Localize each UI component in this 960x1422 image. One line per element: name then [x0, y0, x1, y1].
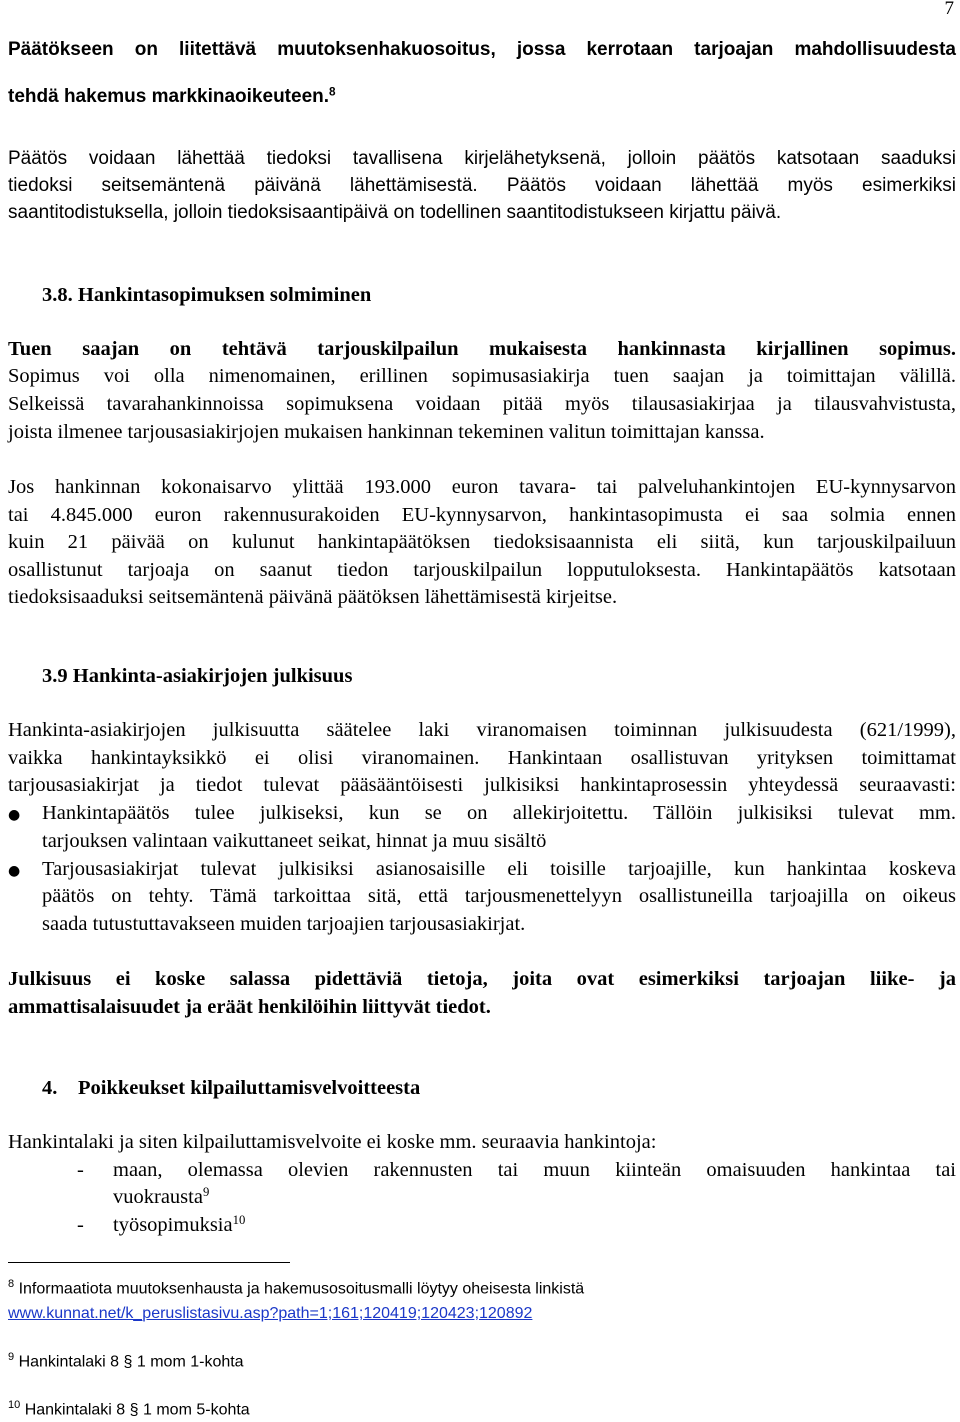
footnote-link[interactable]: www.kunnat.net/k_peruslistasivu.asp?path=1;161;120419;120423;120892 — [8, 1305, 533, 1322]
footnote — [8, 1278, 584, 1299]
text-span: vuokrausta — [113, 1186, 203, 1208]
text-line: saantitodistuksella, jolloin tiedoksisaantipäivä on todellinen saantitodistukseen kirjattu päivä. — [8, 202, 782, 223]
text-line: joista ilmenee tarjousasiakirjojen mukaisen hankinnan tekeminen valitun toimittajan kanssa. — [8, 421, 765, 443]
footnote-ref[interactable]: 9 — [202, 1185, 210, 1200]
footnote-number: 8 — [8, 1278, 15, 1290]
footnote-text: Informaatiota muutoksenhausta ja hakemusosoitusmalli löytyy oheisesta linkistä — [18, 1280, 585, 1298]
section-heading: 3.8. Hankintasopimuksen solmiminen — [42, 284, 372, 306]
text-line — [8, 86, 956, 108]
dash-marker: - — [77, 1159, 84, 1181]
text-line: tiedoksi seitsemäntenä päivänä lähettämisestä. Päätös voidaan lähettää myös esimerkiksi — [8, 175, 956, 196]
footnote-number: 9 — [8, 1351, 15, 1363]
page-number: 7 — [944, 0, 954, 19]
text-line: tai 4.845.000 euron rakennusurakoiden EU-kynnysarvon, hankintasopimusta ei saa solmia ennen — [8, 504, 956, 526]
text-line: tiedoksisaaduksi seitsemäntenä päivänä päätöksen lähettämisestä kirjeitse. — [8, 586, 618, 608]
text-line: tarjouksen valintaan vaikuttaneet seikat, hinnat ja muu sisältö — [42, 830, 547, 852]
text-line: Päätös voidaan lähettää tiedoksi tavallisena kirjelähetyksenä, jolloin päätös katsotaan saaduksi — [8, 148, 956, 169]
section-number: 4. — [42, 1077, 58, 1099]
footnote-separator — [8, 1262, 290, 1263]
text-line: Sopimus voi olla nimenomainen, erillinen sopimusasiakirja tuen saajan ja toimittajan välillä. — [8, 365, 956, 387]
footnote-ref[interactable]: 10 — [232, 1213, 246, 1228]
text-line — [113, 1186, 209, 1209]
text-line: Hankinta-asiakirjojen julkisuutta säätelee laki viranomaisen toiminnan julkisuudesta (621/1999), — [8, 719, 956, 741]
text-line: Julkisuus ei koske salassa pidettäviä tietoja, joita ovat esimerkiksi tarjoajan liike- ja — [8, 968, 956, 990]
text-line: tarjousasiakirjat ja tiedot tulevat pääsääntöisesti julkisiksi hankintaprosessin yhteydessä seuraavasti: — [8, 774, 956, 796]
section-heading: 3.9 Hankinta-asiakirjojen julkisuus — [42, 665, 353, 687]
text-line: maan, olemassa olevien rakennusten tai muun kiinteän omaisuuden hankintaa tai — [113, 1159, 956, 1181]
text-line: ammattisalaisuudet ja eräät henkilöihin liittyvät tiedot. — [8, 996, 491, 1018]
text-line: Jos hankinnan kokonaisarvo ylittää 193.000 euron tavara- tai palveluhankintojen EU-kynnysarvon — [8, 476, 956, 498]
text-line: vaikka hankintayksikkö ei olisi viranomainen. Hankintaan osallistuvan yrityksen toimittamat — [8, 747, 956, 769]
text-line: Tuen saajan on tehtävä tarjouskilpailun mukaisesta hankinnasta kirjallinen sopimus. — [8, 338, 956, 360]
text-line: kuin 21 päivää on kulunut hankintapäätöksen tiedoksisaannista eli siitä, kun tarjouskilpailuun — [8, 531, 956, 553]
footnote-ref[interactable]: 8 — [329, 85, 336, 99]
footnote-number: 10 — [8, 1399, 21, 1411]
text-span: tehdä hakemus markkinaoikeuteen. — [8, 86, 330, 107]
text-line: Hankintalaki ja siten kilpailuttamisvelvoite ei koske mm. seuraavia hankintoja: — [8, 1131, 657, 1153]
text-line: osallistunut tarjoaja on saanut tiedon tarjouskilpailun lopputuloksesta. Hankintapäätös katsotaan — [8, 559, 956, 581]
section-title: Poikkeukset kilpailuttamisvelvoitteesta — [78, 1077, 421, 1099]
text-line: Hankintapäätös tulee julkiseksi, kun se on allekirjoitettu. Tällöin julkisiksi tulevat mm. — [42, 802, 956, 824]
footnote — [8, 1399, 250, 1420]
footnote-text: Hankintalaki 8 § 1 mom 5-kohta — [24, 1401, 250, 1419]
bullet-icon: ● — [8, 863, 21, 879]
bullet-icon: ● — [8, 807, 21, 823]
text-line: Selkeissä tavarahankinnoissa sopimuksena voidaan pitää myös tilausasiakirjaa ja tilausvahvistusta, — [8, 393, 956, 415]
text-line: päätös on tehty. Tämä tarkoittaa sitä, että tarjousmenettelyyn osallistuneilla tarjoajilla on oikeus — [42, 885, 956, 907]
text-span: työsopimuksia — [113, 1214, 233, 1236]
footnote — [8, 1351, 244, 1372]
text-line: Päätökseen on liitettävä muutoksenhakuosoitus, jossa kerrotaan tarjoajan mahdollisuudesta — [8, 39, 956, 60]
footnote-text: Hankintalaki 8 § 1 mom 1-kohta — [18, 1353, 244, 1371]
dash-marker: - — [77, 1214, 84, 1236]
text-line: saada tutustuttavakseen muiden tarjoajien tarjousasiakirjat. — [42, 913, 526, 935]
text-line: Tarjousasiakirjat tulevat julkisiksi asianosaisille eli toisille tarjoajille, kun hankintaa koskeva — [42, 858, 956, 880]
text-line — [113, 1214, 245, 1237]
